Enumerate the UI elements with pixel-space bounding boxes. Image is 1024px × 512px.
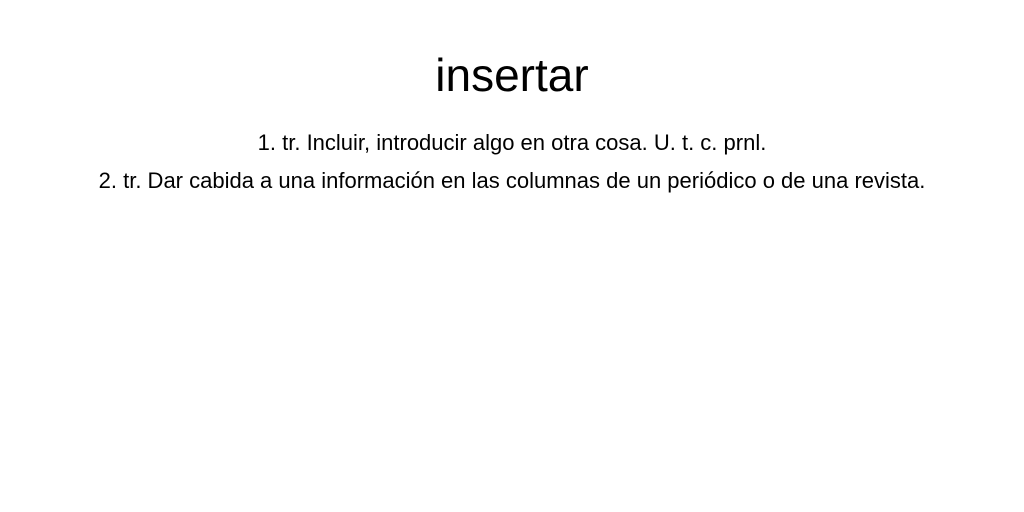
headword: insertar (435, 49, 589, 101)
definition-1: 1. tr. Incluir, introducir algo en otra cosa. U. t. c. prnl. (257, 130, 767, 155)
definitions-list (72, 124, 952, 200)
definition-2: 2. tr. Dar cabida a una información en las columnas de un periódico o de una revista. (98, 168, 926, 193)
